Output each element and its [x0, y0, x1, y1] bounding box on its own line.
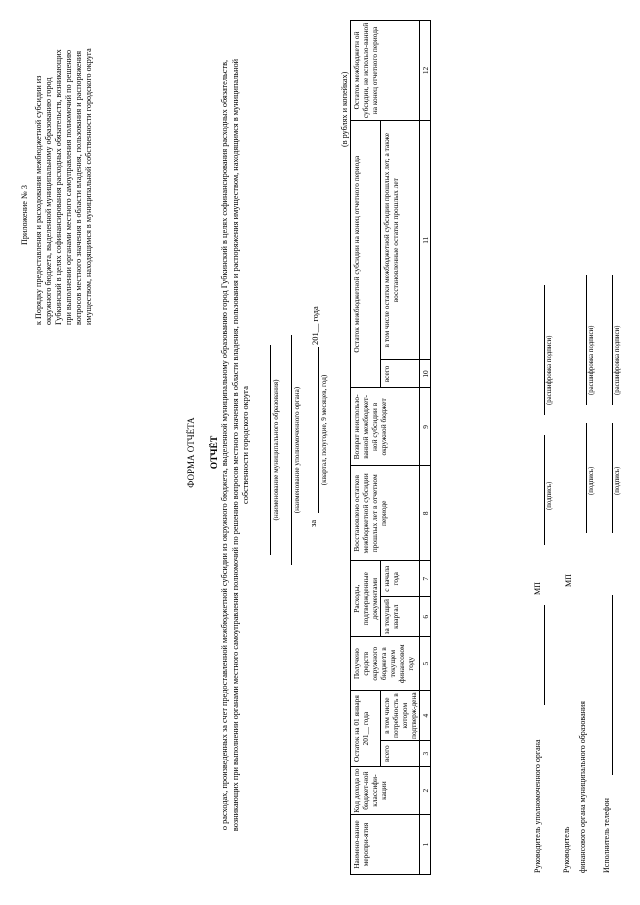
sig-fin-name-line	[586, 275, 587, 405]
form-title: ФОРМА ОТЧЁТА	[186, 417, 196, 488]
sig-fin-sign-line	[586, 423, 587, 533]
sig-fin-label-2: финансового органа муниципального образования	[578, 701, 587, 873]
report-table	[350, 20, 431, 875]
sig-executor-podpis: (подпись)	[614, 466, 621, 495]
th-total: всего	[381, 741, 420, 767]
sig-fin-podpis: (подпись)	[588, 466, 595, 495]
sig-executor-phone-line	[612, 595, 613, 775]
th-restored: Восстановлено остатков межбюджетной субсидии прошлых лет в отчетном периоде	[351, 466, 420, 561]
sig-head-rasshifrovka: (расшифровка подписи)	[546, 335, 553, 405]
period-year: 201__ года	[310, 306, 320, 345]
th-total2: всего	[381, 360, 420, 388]
sig-head-name-line	[544, 285, 545, 415]
sig-head-label: Руководитель уполномоченного органа	[533, 739, 542, 873]
column-numbers-row	[420, 21, 431, 875]
col-num: 6	[420, 597, 431, 637]
period-line	[318, 347, 319, 513]
th-returned: Возврат неиспользо-ванной межбюджет-ной субсидии в окружной бюджет	[351, 388, 420, 466]
col-num: 3	[420, 741, 431, 767]
sig-head-sign-line	[544, 435, 545, 545]
th-year: с начала года	[381, 561, 420, 597]
units-note: (в рублях и копейках)	[340, 71, 349, 147]
sig-executor-sign-line	[612, 423, 613, 533]
sig-head-line	[544, 605, 545, 705]
sig-executor-rasshifrovka: (расшифровка подписи)	[614, 325, 621, 395]
th-quarter: за текущий квартал	[381, 597, 420, 637]
th-confirmed: в том числе потребность в котором подтверж-дена	[382, 692, 418, 739]
th-balance-end: Остаток межбюджетной субсидии на конец отчетного периода	[351, 120, 381, 388]
sig-fin-label-1: Руководитель	[562, 826, 571, 873]
sig-executor-label: Исполнитель телефон	[602, 798, 611, 873]
col-num: 9	[420, 388, 431, 466]
sig-head-podpis: (подпись)	[546, 481, 553, 510]
th-balance-start: Остаток на 01 января 201__ года	[351, 691, 381, 767]
organ-line	[291, 335, 292, 565]
sig-executor-name-line	[612, 275, 613, 405]
sig-fin-rasshifrovka: (расшифровка подписи)	[588, 325, 595, 395]
th-unused: Остаток межбюджетн ой субсидии, не использо-ванной на конец отчетного периода	[351, 21, 420, 121]
period-prefix: за	[308, 519, 318, 527]
report-about: о расходах, произведенных за счет предоставленной межбюджетной субсидии из окружного бюджета, выделенной муниципальному образованию город Губкинский в целях софинансирования расходных обязательств, возникающих при выполнении органами местного самоуправления полномочий по решению вопросов местного значения в области владения, пользования и распоряжения имуществом, находящимся в муниципальной собственности городского округа	[220, 58, 250, 832]
appendix-number: Приложение № 3	[20, 185, 29, 245]
col-num: 5	[420, 637, 431, 691]
hint-organ: (наименование уполномоченного органа)	[293, 386, 301, 514]
th-name: Наимено-вание меропри-ятия	[351, 815, 420, 875]
col-num: 11	[420, 120, 431, 360]
mp-1: МП	[533, 582, 542, 595]
col-num: 8	[420, 466, 431, 561]
th-code: Код дохода по бюджет-ной классифи-кации	[351, 767, 420, 815]
report-title: ОТЧЁТ	[210, 435, 220, 470]
hint-municipal: (наименование муниципального образования)	[272, 379, 280, 521]
th-expenses: Расходы, подтвержденные документами	[351, 561, 381, 637]
col-num: 10	[420, 360, 431, 388]
appendix-text: к Порядку предоставления и расходования межбюджетной субсидии из окружного бюджета, выделенной муниципальному образованию город Губкинский в целях софинансирования расходных обязательств, возникающих при выполнении органами местного самоуправления полномочий по решению вопросов местного значения в области владения, пользования и распоряжения имуществом, находящимся в муниципальной собственности городского округа	[34, 48, 93, 325]
th-received: Получено средств окружного бюджета в текущем финансовом году	[351, 637, 420, 691]
municipal-line	[270, 345, 271, 555]
col-num: 7	[420, 561, 431, 597]
col-num: 4	[420, 691, 431, 741]
col-num: 1	[420, 815, 431, 875]
hint-period: (квартал, полугодие, 9 месяцев, год)	[320, 374, 328, 486]
col-num: 12	[420, 21, 431, 121]
col-num: 2	[420, 767, 431, 815]
mp-2: МП	[564, 574, 573, 587]
th-incl-prev: в том числе остатки межбюджетной субсидии прошлых лет, а также восстановленные остатки прошлых лет	[381, 120, 420, 360]
